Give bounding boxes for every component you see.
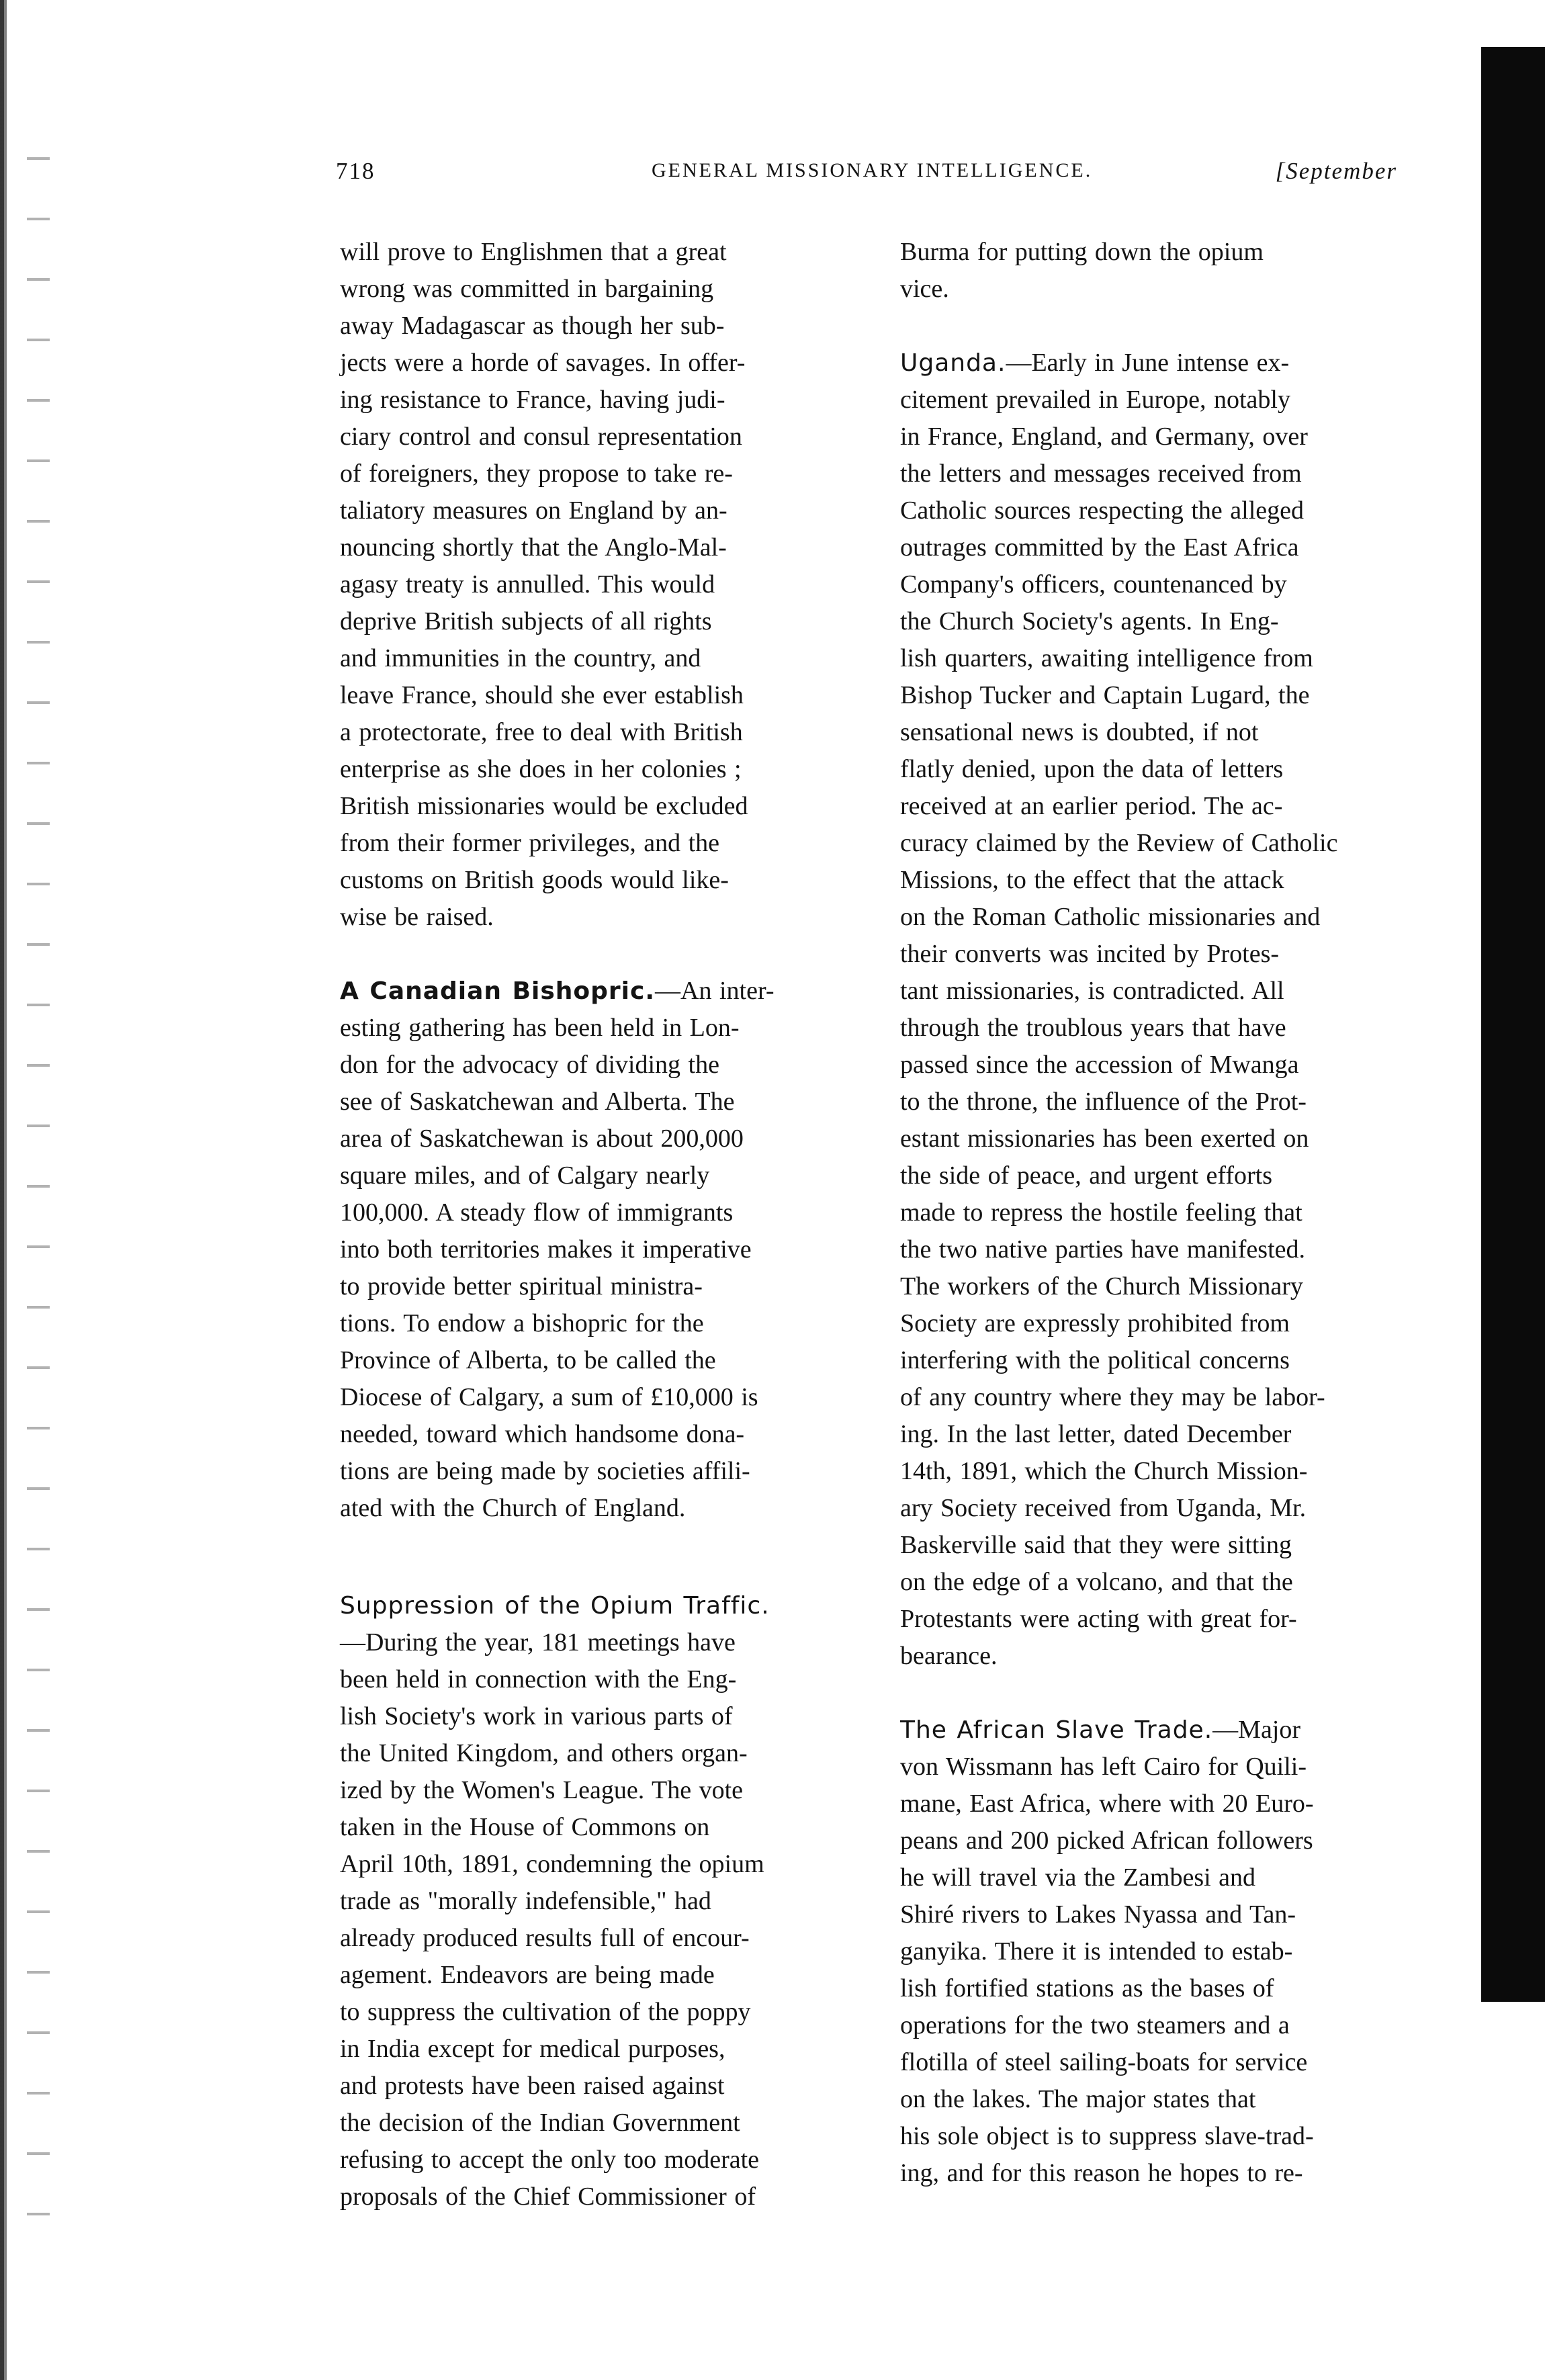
page-number: 718 [336, 158, 376, 184]
section-body: —Major von Wissmann has left Cairo for Quili- mane, East Africa, where with 20 Euro- peans and 200 picked African followers he will travel via the Zambesi and Shiré rivers to Lakes Nyassa and Tan- ganyika. There it is intended to estab- lish fortified stations as the bases of operations for the two steamers and a flotilla of steel sailing-boats for service on the lakes. The major states that his sole object is to suppress slave-trad- ing, and for this reason he hopes to re- [900, 1716, 1314, 2187]
section-spacing [340, 1564, 864, 1587]
section-heading: A Canadian Bishopric. [340, 977, 656, 1005]
scan-right-dark-edge [1481, 47, 1545, 2002]
page-header [336, 158, 1397, 198]
section-uganda [900, 345, 1456, 1675]
scan-left-binding-edge [0, 0, 26, 2380]
section-canadian-bishopric [340, 973, 864, 1527]
section-body: —Early in June intense ex- citement prevailed in Europe, notably in France, England, and Germany, over the letters and messages received from Catholic sources respecting the alleged outrages committed by the East Africa Company's officers, countenanced by the Church Society's agents. In Eng- lish quarters, awaiting intelligence from Bishop Tucker and Captain Lugard, the sensational news is doubted, if not flatly denied, upon the data of letters received at an earlier period. The ac- curacy claimed by the Review of Catholic Missions, to the effect that the attack on the Roman Catholic missionaries and their converts was incited by Protes- tant missionaries, is contradicted. All through the troublous years that have passed since the accession of Mwanga to the throne, the influence of the Prot- estant missionaries has been exerted on the side of peace, and urgent efforts made to repress the hostile feeling that the two native parties have manifested. The workers of the Church Missionary Society are expressly prohibited from interfering with the political concerns of any country where they may be labor- ing. In the last letter, dated December 14th, 1891, which the Church Mission- ary Society received from Uganda, Mr. Baskerville said that they were sitting on the edge of a volcano, and that the Protestants were acting with great for- bearance. [900, 349, 1338, 1670]
section-heading: The African Slave Trade. [900, 1716, 1213, 1744]
section-heading: Uganda. [900, 349, 1006, 377]
opening-paragraph: will prove to Englishmen that a great wrong was committed in bargaining away Madagascar as though her sub- jects were a horde of savages. In offer- ing resistance to France, having judi- ciary control and consul representation of foreigners, they propose to take re- taliatory measures on England by an- nouncing shortly that the Anglo-Mal- agasy treaty is annulled. This would deprive British subjects of all rights and immunities in the country, and leave France, should she ever establish a protectorate, free to deal with British enterprise as she does in her colonies ; British missionaries would be excluded from their former privileges, and the customs on British goods would like- wise be raised. [340, 238, 748, 931]
section-heading: Suppression of the Opium Traffic. [340, 1592, 770, 1620]
section-opium-traffic [340, 1587, 864, 2215]
left-text-column [340, 234, 864, 2252]
section-body: —An inter- esting gathering has been held in Lon- don for the advocacy of dividing the see of Saskatchewan and Alberta. The area of Saskatchewan is about 200,000 square miles, and of Calgary nearly 100,000. A steady flow of immigrants into both territories makes it imperative to provide better spiritual ministra- tions. To endow a bishopric for the Province of Alberta, to be called the Diocese of Calgary, a sum of £10,000 is needed, toward which handsome dona- tions are being made by societies affili- ated with the Church of England. [340, 977, 775, 1522]
section-african-slave-trade [900, 1712, 1456, 2192]
running-month: [September [1275, 158, 1397, 184]
running-title: GENERAL MISSIONARY INTELLIGENCE. [652, 159, 1093, 181]
continued-paragraph: Burma for putting down the opium vice. [900, 238, 1264, 303]
right-text-column [900, 234, 1456, 2229]
section-body: —During the year, 181 meetings have been held in connection with the Eng- lish Society's work in various parts of the United Kingdom, and others organ- ized by the Women's League. The vote taken in the House of Commons on April 10th, 1891, condemning the opium trade as "morally indefensible," had already produced results full of encour- agement. Endeavors are being made to suppress the cultivation of the poppy in India except for medical purposes, and protests have been raised against the decision of the Indian Government refusing to accept the only too moderate proposals of the Chief Commissioner of [340, 1628, 764, 2211]
scan-margin-marks [27, 134, 50, 2217]
